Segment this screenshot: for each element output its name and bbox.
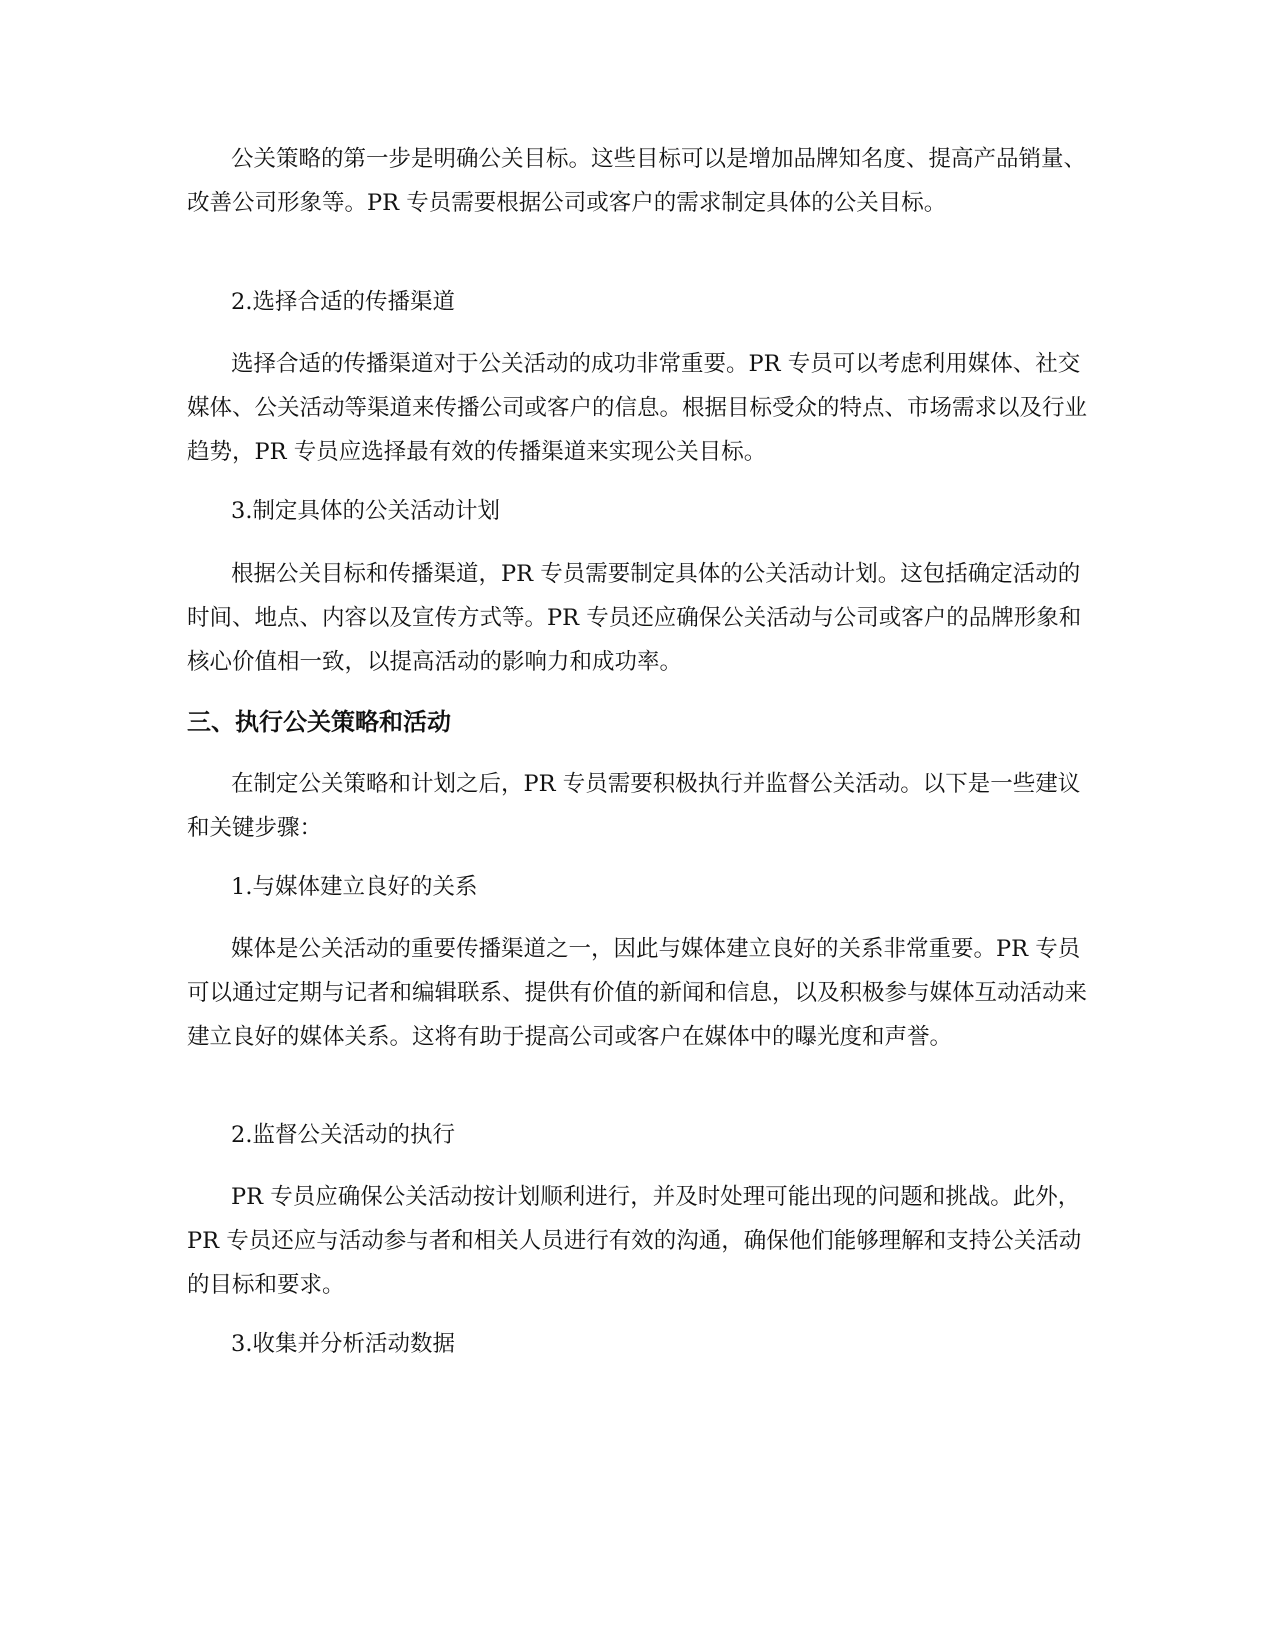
subheading-supervise-execution: 2.监督公关活动的执行 bbox=[231, 1122, 455, 1148]
subheading-collect-data: 3.收集并分析活动数据 bbox=[231, 1331, 455, 1357]
section-heading-execute: 三、执行公关策略和活动 bbox=[187, 708, 451, 736]
subheading-media-relations: 1.与媒体建立良好的关系 bbox=[231, 874, 478, 900]
subheading-activity-plan: 3.制定具体的公关活动计划 bbox=[231, 498, 500, 524]
paragraph-define-goals: 公关策略的第一步是明确公关目标。这些目标可以是增加品牌知名度、提高产品销量、改善公司形象等。PR 专员需要根据公司或客户的需求制定具体的公关目标。 bbox=[187, 146, 1087, 216]
paragraph-supervise-execution: PR 专员应确保公关活动按计划顺利进行，并及时处理可能出现的问题和挑战。此外，PR 专员还应与活动参与者和相关人员进行有效的沟通，确保他们能够理解和支持公关活动的目标和要求。 bbox=[187, 1184, 1082, 1298]
paragraph-activity-plan: 根据公关目标和传播渠道，PR 专员需要制定具体的公关活动计划。这包括确定活动的时间、地点、内容以及宣传方式等。PR 专员还应确保公关活动与公司或客户的品牌形象和核心价值相一致，以提高活动的影响力和成功率。 bbox=[187, 561, 1082, 675]
paragraph-media-relations: 媒体是公关活动的重要传播渠道之一，因此与媒体建立良好的关系非常重要。PR 专员可以通过定期与记者和编辑联系、提供有价值的新闻和信息，以及积极参与媒体互动活动来建立良好的媒体关系。这将有助于提高公司或客户在媒体中的曝光度和声誉。 bbox=[187, 936, 1088, 1050]
paragraph-choose-channels: 选择合适的传播渠道对于公关活动的成功非常重要。PR 专员可以考虑利用媒体、社交媒体、公关活动等渠道来传播公司或客户的信息。根据目标受众的特点、市场需求以及行业趋势，PR 专员应选择最有效的传播渠道来实现公关目标。 bbox=[187, 351, 1088, 465]
paragraph-execute-intro: 在制定公关策略和计划之后，PR 专员需要积极执行并监督公关活动。以下是一些建议和关键步骤： bbox=[187, 771, 1081, 841]
subheading-choose-channels: 2.选择合适的传播渠道 bbox=[231, 289, 455, 315]
